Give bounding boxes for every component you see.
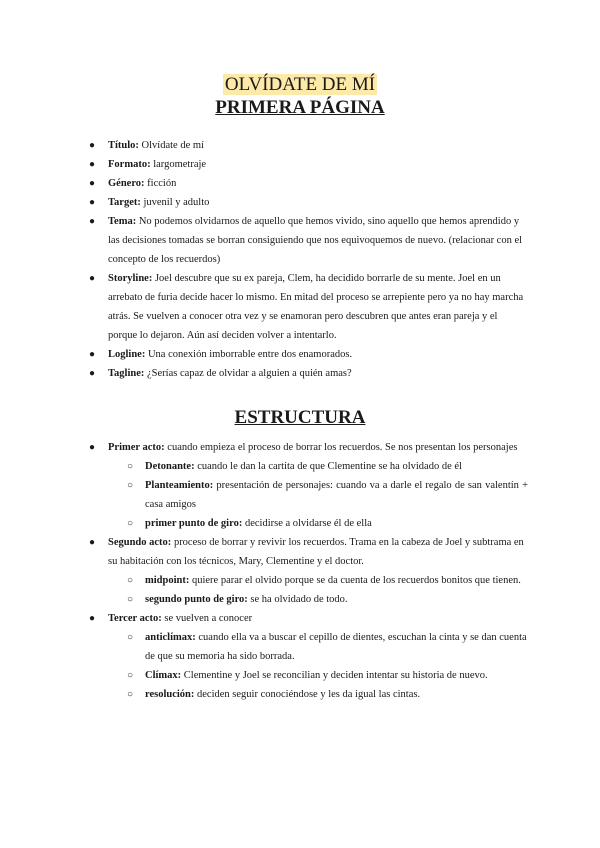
act-item: ● Tercer acto: se vuelven a conocer bbox=[0, 609, 528, 628]
bullet-icon: ● bbox=[89, 368, 96, 379]
bullet-icon: ● bbox=[89, 349, 96, 360]
sub-item: ○ Detonante: cuando le dan la cartita de que Clementine se ha olvidado de él bbox=[0, 457, 528, 476]
section-title-structure: ESTRUCTURA bbox=[234, 407, 366, 428]
act-item: ● Segundo acto: proceso de borrar y revivir los recuerdos. Trama en la cabeza de Joel y subtrama en su habitación con los técnicos, Mary, Clementine y el doctor. bbox=[0, 533, 528, 571]
circle-bullet-icon: ○ bbox=[127, 670, 134, 681]
list-item: ● Formato: largometraje bbox=[0, 155, 528, 174]
bullet-icon: ● bbox=[89, 140, 96, 151]
sub-item: ○ Planteamiento: presentación de personajes: cuando va a darle el regalo de san valentín + casa amigos bbox=[0, 476, 528, 514]
sub-item: ○ Clímax: Clementine y Joel se reconcilian y deciden intentar su historia de nuevo. bbox=[0, 666, 528, 685]
circle-bullet-icon: ○ bbox=[127, 575, 134, 586]
circle-bullet-icon: ○ bbox=[127, 632, 134, 643]
sub-item: ○ resolución: deciden seguir conociéndose y les da igual las cintas. bbox=[0, 685, 528, 704]
circle-bullet-icon: ○ bbox=[127, 518, 134, 529]
list-item: ● Logline: Una conexión imborrable entre dos enamorados. bbox=[0, 345, 528, 364]
bullet-icon: ● bbox=[89, 216, 96, 227]
bullet-icon: ● bbox=[89, 273, 96, 284]
sub-item: ○ midpoint: quiere parar el olvido porque se da cuenta de los recuerdos bonitos que tienen. bbox=[0, 571, 528, 590]
bullet-icon: ● bbox=[89, 197, 96, 208]
list-item: ● Tema: No podemos olvidarnos de aquello que hemos vivido, sino aquello que hemos aprendido y las decisiones tomadas se borran consiguiendo que nos equivoquemos de nuevo. (relacionar con el concepto de los recuerdos) bbox=[0, 212, 528, 269]
bullet-icon: ● bbox=[89, 442, 96, 453]
circle-bullet-icon: ○ bbox=[127, 461, 134, 472]
structure-list bbox=[0, 438, 600, 704]
bullet-icon: ● bbox=[89, 159, 96, 170]
sub-item: ○ anticlímax: cuando ella va a buscar el cepillo de dientes, escuchan la cinta y se dan cuenta de que su memoria ha sido borrada. bbox=[0, 628, 528, 666]
sub-item: ○ segundo punto de giro: se ha olvidado de todo. bbox=[0, 590, 528, 609]
bullet-icon: ● bbox=[89, 613, 96, 624]
bullet-icon: ● bbox=[89, 178, 96, 189]
first-page-list bbox=[0, 136, 600, 383]
circle-bullet-icon: ○ bbox=[127, 689, 134, 700]
document-title: OLVÍDATE DE MÍ bbox=[224, 74, 376, 95]
sub-item: ○ primer punto de giro: decidirse a olvidarse él de ella bbox=[0, 514, 528, 533]
list-item: ● Tagline: ¿Serías capaz de olvidar a alguien a quién amas? bbox=[0, 364, 528, 383]
bullet-icon: ● bbox=[89, 537, 96, 548]
list-item: ● Storyline: Joel descubre que su ex pareja, Clem, ha decidido borrarle de su mente. Joel en un arrebato de furia decide hacer lo mismo. En mitad del proceso se arrepiente pero ya no hay marcha atrás. Se vuelven a conocer otra vez y se enamoran pero descubren que antes eran pareja y el porque lo dejaron. Aún así deciden volver a intentarlo. bbox=[0, 269, 528, 345]
circle-bullet-icon: ○ bbox=[127, 480, 134, 491]
act-item: ● Primer acto: cuando empieza el proceso de borrar los recuerdos. Se nos presentan los personajes bbox=[0, 438, 528, 457]
list-item: ● Título: Olvídate de mí bbox=[0, 136, 528, 155]
section-title-first-page: PRIMERA PÁGINA bbox=[215, 97, 385, 118]
list-item: ● Target: juvenil y adulto bbox=[0, 193, 528, 212]
list-item: ● Género: ficción bbox=[0, 174, 528, 193]
circle-bullet-icon: ○ bbox=[127, 594, 134, 605]
